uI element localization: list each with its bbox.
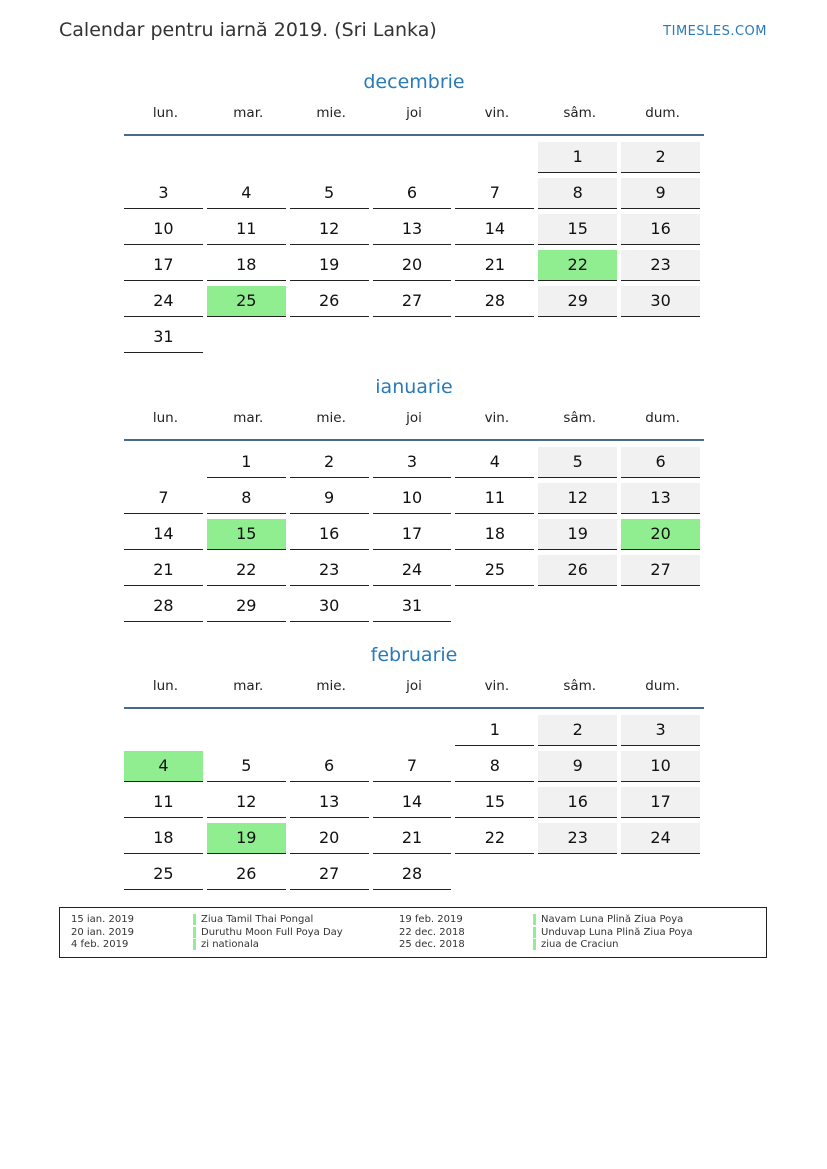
- day-number: 26: [207, 859, 286, 890]
- day-cell: [538, 445, 621, 481]
- day-number: 2: [621, 142, 700, 173]
- holiday-day: 4: [124, 751, 203, 782]
- holiday-day: 15: [207, 519, 286, 550]
- day-cell: [290, 749, 373, 785]
- day-cell: [207, 749, 290, 785]
- weekday-label: vin.: [484, 105, 510, 121]
- week-row: [124, 785, 704, 821]
- day-number: 21: [373, 823, 452, 854]
- day-cell: [538, 140, 621, 176]
- legend-holiday-name: Navam Luna Plină Ziua Poya: [541, 914, 684, 925]
- day-cell: [455, 445, 538, 481]
- weekday-header: [124, 105, 704, 127]
- day-number: 30: [621, 286, 700, 317]
- weekday-header: [124, 410, 704, 432]
- day-cell: [207, 481, 290, 517]
- holiday-day: 25: [207, 286, 286, 317]
- weekday-label: dum.: [645, 410, 680, 426]
- day-cell: [373, 481, 456, 517]
- day-cell: [373, 176, 456, 212]
- week-row: [124, 553, 704, 589]
- day-number: 7: [124, 483, 203, 514]
- day-number: 19: [538, 519, 617, 550]
- day-number: 26: [538, 555, 617, 586]
- day-number: 8: [455, 751, 534, 782]
- day-number: 19: [290, 250, 369, 281]
- day-cell: [621, 140, 704, 176]
- legend-holiday-name: zi nationala: [201, 939, 259, 950]
- day-number: 23: [290, 555, 369, 586]
- day-cell: [207, 176, 290, 212]
- day-cell: [455, 176, 538, 212]
- day-cell: [621, 749, 704, 785]
- legend-color-marker: [533, 927, 536, 938]
- weekday-label: joi: [406, 105, 422, 121]
- day-cell: [207, 713, 290, 749]
- day-number: 28: [124, 591, 203, 622]
- weekday-label: mie.: [316, 678, 346, 694]
- day-cell: [455, 713, 538, 749]
- week-row: [124, 212, 704, 248]
- weekday-label: vin.: [484, 678, 510, 694]
- weekday-label: joi: [406, 678, 422, 694]
- week-row: [124, 248, 704, 284]
- day-number: 1: [207, 447, 286, 478]
- day-cell: [621, 284, 704, 320]
- day-number: 12: [207, 787, 286, 818]
- day-cell: [207, 517, 290, 553]
- day-cell: [455, 320, 538, 356]
- day-number: 10: [373, 483, 452, 514]
- weekday-label: mie.: [316, 105, 346, 121]
- week-row: [124, 749, 704, 785]
- legend-color-marker: [193, 939, 196, 950]
- day-number: 8: [207, 483, 286, 514]
- legend-date: 25 dec. 2018: [399, 939, 465, 950]
- day-cell: [124, 140, 207, 176]
- day-number: 4: [207, 178, 286, 209]
- legend-holiday-name: Unduvap Luna Plină Ziua Poya: [541, 926, 693, 938]
- weekday-label: lun.: [152, 410, 178, 426]
- day-cell: [290, 553, 373, 589]
- day-cell: [373, 517, 456, 553]
- day-number: 12: [538, 483, 617, 514]
- day-cell: [373, 320, 456, 356]
- day-grid: [124, 445, 704, 625]
- day-cell: [455, 248, 538, 284]
- day-number: 30: [290, 591, 369, 622]
- day-number: 17: [621, 787, 700, 818]
- day-number: 15: [538, 214, 617, 245]
- day-cell: [207, 589, 290, 625]
- legend-date: 20 ian. 2019: [71, 926, 134, 938]
- day-cell: [455, 140, 538, 176]
- day-number: 14: [373, 787, 452, 818]
- day-cell: [455, 517, 538, 553]
- day-cell: [621, 713, 704, 749]
- day-number: 5: [538, 447, 617, 478]
- day-cell: [290, 248, 373, 284]
- day-cell: [207, 821, 290, 857]
- day-number: 27: [373, 286, 452, 317]
- day-cell: [373, 589, 456, 625]
- day-number: 4: [455, 447, 534, 478]
- day-number: 1: [538, 142, 617, 173]
- day-cell: [621, 857, 704, 893]
- day-cell: [621, 821, 704, 857]
- month-ianuarie: [124, 374, 704, 625]
- day-cell: [290, 713, 373, 749]
- day-number: 12: [290, 214, 369, 245]
- day-number: 21: [124, 555, 203, 586]
- legend-color-marker: [533, 939, 536, 950]
- week-row: [124, 445, 704, 481]
- day-number: 20: [290, 823, 369, 854]
- day-number: 3: [373, 447, 452, 478]
- day-number: 18: [207, 250, 286, 281]
- day-number: 31: [373, 591, 452, 622]
- month-divider: [124, 134, 704, 136]
- legend-date: 15 ian. 2019: [71, 914, 134, 925]
- day-cell: [207, 785, 290, 821]
- day-number: 1: [455, 715, 534, 746]
- day-cell: [124, 749, 207, 785]
- weekday-label: lun.: [152, 105, 178, 121]
- day-number: 17: [373, 519, 452, 550]
- day-cell: [455, 553, 538, 589]
- day-number: 5: [207, 751, 286, 782]
- brand-link[interactable]: TIMESLES.COM: [663, 24, 767, 39]
- day-cell: [538, 517, 621, 553]
- day-cell: [538, 212, 621, 248]
- day-cell: [207, 212, 290, 248]
- weekday-label: lun.: [152, 678, 178, 694]
- day-number: 15: [455, 787, 534, 818]
- week-row: [124, 481, 704, 517]
- day-cell: [207, 248, 290, 284]
- day-cell: [538, 821, 621, 857]
- day-cell: [290, 320, 373, 356]
- day-cell: [207, 284, 290, 320]
- day-number: 20: [373, 250, 452, 281]
- day-number: 3: [621, 715, 700, 746]
- day-number: 28: [455, 286, 534, 317]
- day-number: 29: [538, 286, 617, 317]
- week-row: [124, 857, 704, 893]
- month-divider: [124, 439, 704, 441]
- weekday-label: dum.: [645, 678, 680, 694]
- week-row: [124, 713, 704, 749]
- day-number: 22: [207, 555, 286, 586]
- day-cell: [124, 212, 207, 248]
- day-cell: [621, 212, 704, 248]
- day-number: 27: [621, 555, 700, 586]
- day-cell: [290, 140, 373, 176]
- legend-date: 4 feb. 2019: [71, 939, 129, 950]
- day-number: 31: [124, 322, 203, 353]
- day-number: 16: [538, 787, 617, 818]
- day-cell: [455, 785, 538, 821]
- day-cell: [538, 749, 621, 785]
- day-number: 13: [373, 214, 452, 245]
- weekday-label: mar.: [233, 410, 264, 426]
- month-divider: [124, 707, 704, 709]
- day-cell: [373, 212, 456, 248]
- day-number: 9: [621, 178, 700, 209]
- day-cell: [621, 320, 704, 356]
- day-number: 17: [124, 250, 203, 281]
- legend-holiday-name: Ziua Tamil Thai Pongal: [201, 914, 314, 925]
- day-cell: [124, 713, 207, 749]
- day-cell: [538, 785, 621, 821]
- day-number: 6: [621, 447, 700, 478]
- day-number: 28: [373, 859, 452, 890]
- holiday-day: 19: [207, 823, 286, 854]
- day-cell: [373, 821, 456, 857]
- weekday-label: mar.: [233, 678, 264, 694]
- day-number: 13: [290, 787, 369, 818]
- day-cell: [538, 713, 621, 749]
- day-cell: [290, 517, 373, 553]
- day-cell: [538, 589, 621, 625]
- day-number: 14: [455, 214, 534, 245]
- day-number: 16: [621, 214, 700, 245]
- day-cell: [290, 284, 373, 320]
- week-row: [124, 821, 704, 857]
- day-number: 6: [373, 178, 452, 209]
- day-cell: [124, 857, 207, 893]
- day-cell: [207, 140, 290, 176]
- day-cell: [621, 785, 704, 821]
- day-cell: [290, 481, 373, 517]
- month-title: februarie: [370, 644, 458, 666]
- day-cell: [455, 857, 538, 893]
- day-number: 11: [455, 483, 534, 514]
- day-cell: [621, 481, 704, 517]
- day-cell: [290, 857, 373, 893]
- day-number: 13: [621, 483, 700, 514]
- day-cell: [290, 445, 373, 481]
- day-number: 21: [455, 250, 534, 281]
- week-row: [124, 517, 704, 553]
- day-grid: [124, 713, 704, 893]
- day-cell: [538, 248, 621, 284]
- day-number: 3: [124, 178, 203, 209]
- day-cell: [538, 320, 621, 356]
- day-number: 22: [455, 823, 534, 854]
- day-cell: [621, 248, 704, 284]
- day-cell: [207, 445, 290, 481]
- day-cell: [207, 857, 290, 893]
- day-number: 26: [290, 286, 369, 317]
- day-cell: [124, 589, 207, 625]
- day-number: 6: [290, 751, 369, 782]
- day-cell: [373, 857, 456, 893]
- week-row: [124, 284, 704, 320]
- day-number: 7: [455, 178, 534, 209]
- day-number: 2: [538, 715, 617, 746]
- weekday-label: sâm.: [563, 678, 597, 694]
- day-cell: [538, 176, 621, 212]
- day-cell: [373, 284, 456, 320]
- day-cell: [124, 445, 207, 481]
- holiday-day: 20: [621, 519, 700, 550]
- day-cell: [290, 589, 373, 625]
- week-row: [124, 589, 704, 625]
- day-number: 14: [124, 519, 203, 550]
- weekday-label: dum.: [645, 105, 680, 121]
- day-cell: [373, 248, 456, 284]
- weekday-label: mar.: [233, 105, 264, 121]
- day-cell: [373, 553, 456, 589]
- day-cell: [124, 176, 207, 212]
- legend-color-marker: [193, 927, 196, 938]
- holiday-legend: [59, 907, 767, 958]
- legend-date: 22 dec. 2018: [399, 926, 465, 938]
- day-cell: [124, 517, 207, 553]
- day-cell: [373, 445, 456, 481]
- day-number: 23: [621, 250, 700, 281]
- day-cell: [455, 481, 538, 517]
- day-grid: [124, 140, 704, 356]
- legend-color-marker: [193, 914, 196, 925]
- day-cell: [373, 713, 456, 749]
- day-number: 9: [538, 751, 617, 782]
- day-cell: [621, 445, 704, 481]
- day-cell: [455, 212, 538, 248]
- day-cell: [455, 589, 538, 625]
- day-cell: [373, 749, 456, 785]
- holiday-day: 22: [538, 250, 617, 281]
- day-cell: [455, 284, 538, 320]
- day-number: 10: [124, 214, 203, 245]
- day-cell: [538, 284, 621, 320]
- day-cell: [373, 140, 456, 176]
- day-cell: [621, 589, 704, 625]
- legend-color-marker: [533, 914, 536, 925]
- day-cell: [621, 517, 704, 553]
- weekday-label: mie.: [316, 410, 346, 426]
- month-title: ianuarie: [375, 376, 453, 398]
- day-number: 10: [621, 751, 700, 782]
- day-cell: [290, 821, 373, 857]
- day-number: 18: [124, 823, 203, 854]
- day-cell: [455, 749, 538, 785]
- day-number: 25: [124, 859, 203, 890]
- day-number: 24: [124, 286, 203, 317]
- day-number: 11: [124, 787, 203, 818]
- day-cell: [124, 481, 207, 517]
- day-cell: [124, 821, 207, 857]
- day-number: 24: [373, 555, 452, 586]
- day-cell: [621, 176, 704, 212]
- day-number: 18: [455, 519, 534, 550]
- month-title: decembrie: [363, 71, 465, 93]
- day-cell: [290, 785, 373, 821]
- weekday-label: sâm.: [563, 105, 597, 121]
- legend-date: 19 feb. 2019: [399, 914, 463, 925]
- day-cell: [207, 320, 290, 356]
- month-februarie: [124, 642, 704, 893]
- day-number: 23: [538, 823, 617, 854]
- day-cell: [124, 284, 207, 320]
- day-number: 7: [373, 751, 452, 782]
- day-cell: [124, 553, 207, 589]
- day-cell: [538, 481, 621, 517]
- legend-holiday-name: Duruthu Moon Full Poya Day: [201, 926, 343, 938]
- day-number: 25: [455, 555, 534, 586]
- day-number: 16: [290, 519, 369, 550]
- week-row: [124, 176, 704, 212]
- day-number: 11: [207, 214, 286, 245]
- day-cell: [207, 553, 290, 589]
- day-number: 27: [290, 859, 369, 890]
- day-number: 5: [290, 178, 369, 209]
- day-number: 24: [621, 823, 700, 854]
- weekday-header: [124, 678, 704, 700]
- day-cell: [621, 553, 704, 589]
- day-cell: [290, 212, 373, 248]
- week-row: [124, 140, 704, 176]
- weekday-label: joi: [406, 410, 422, 426]
- day-number: 8: [538, 178, 617, 209]
- day-cell: [124, 785, 207, 821]
- day-cell: [373, 785, 456, 821]
- weekday-label: vin.: [484, 410, 510, 426]
- page-title: Calendar pentru iarnă 2019. (Sri Lanka): [59, 19, 437, 41]
- legend-holiday-name: ziua de Craciun: [541, 939, 619, 950]
- day-cell: [124, 320, 207, 356]
- month-decembrie: [124, 69, 704, 356]
- day-number: 29: [207, 591, 286, 622]
- day-number: 9: [290, 483, 369, 514]
- week-row: [124, 320, 704, 356]
- day-cell: [538, 553, 621, 589]
- day-cell: [455, 821, 538, 857]
- day-cell: [290, 176, 373, 212]
- day-number: 2: [290, 447, 369, 478]
- day-cell: [124, 248, 207, 284]
- weekday-label: sâm.: [563, 410, 597, 426]
- day-cell: [538, 857, 621, 893]
